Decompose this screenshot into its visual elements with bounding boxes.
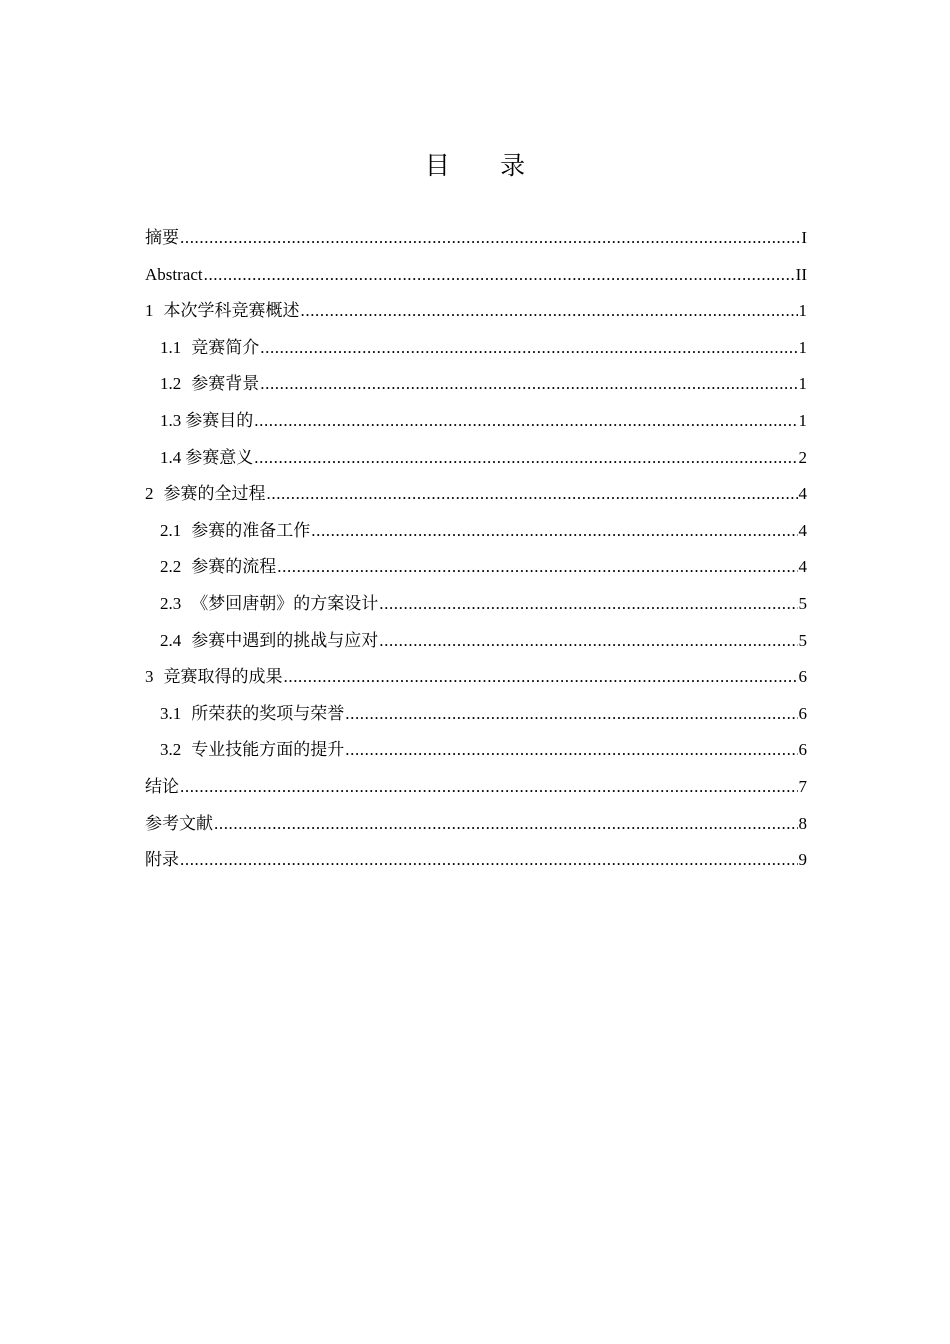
toc-entry-title: 参赛的流程 <box>191 557 277 577</box>
toc-entry[interactable] <box>145 696 807 733</box>
toc-dot-leader <box>311 513 797 550</box>
toc-entry-label <box>160 403 253 440</box>
toc-dot-leader <box>345 696 797 733</box>
toc-entry-title: 参赛目的 <box>185 410 254 430</box>
toc-entry[interactable] <box>145 586 807 623</box>
toc-entry-title: 参赛背景 <box>191 374 260 394</box>
toc-entry-label <box>160 586 378 623</box>
toc-entry-label <box>160 366 259 403</box>
toc-dot-leader <box>180 769 798 806</box>
toc-entry-label <box>160 330 259 367</box>
toc-entry-page-number: 4 <box>798 484 807 504</box>
toc-entry-page-number: 1 <box>798 301 807 321</box>
toc-entry-page-number: 1 <box>798 374 807 394</box>
toc-entry-page-number: 2 <box>798 447 807 467</box>
toc-entry-title: 竞赛取得的成果 <box>163 667 283 687</box>
toc-entry-page-number: 6 <box>798 703 807 723</box>
toc-entry-title: Abstract <box>145 264 203 284</box>
toc-entry-page-number: 1 <box>798 410 807 430</box>
toc-entry-label <box>145 769 179 806</box>
toc-entry-label <box>160 513 310 550</box>
toc-entry-label <box>145 659 283 696</box>
page-title: 目 录 <box>424 153 548 180</box>
toc-entry[interactable] <box>145 440 807 477</box>
toc-entry-title: 参赛意义 <box>185 447 254 467</box>
toc-entry-page-number: 8 <box>798 813 807 833</box>
toc-entry-page-number: 4 <box>798 557 807 577</box>
toc-entry[interactable] <box>145 476 807 513</box>
toc-entry-label <box>160 440 253 477</box>
toc-dot-leader <box>379 586 797 623</box>
toc-entry-page-number: 7 <box>798 776 807 796</box>
toc-entry-title: 摘要 <box>145 228 179 247</box>
toc-entry-label <box>160 623 378 660</box>
toc-dot-leader <box>345 732 797 769</box>
toc-entry-title: 竞赛简介 <box>191 337 260 357</box>
toc-dot-leader <box>254 403 797 440</box>
toc-entry-title: 参考文献 <box>145 813 213 833</box>
toc-entry[interactable] <box>145 403 807 440</box>
toc-entry[interactable] <box>145 623 807 660</box>
toc-entry[interactable] <box>145 659 807 696</box>
toc-dot-leader <box>277 549 797 586</box>
toc-entry-title: 结论 <box>145 776 179 796</box>
toc-entry-number: 3.1 <box>160 703 182 723</box>
toc-entry[interactable] <box>145 806 807 843</box>
toc-entry-page-number: I <box>801 228 807 247</box>
toc-entry-number: 1.3 <box>160 410 182 430</box>
toc-dot-leader <box>214 806 798 843</box>
toc-entry-number: 3 <box>145 667 154 687</box>
toc-entry-page-number: 5 <box>798 593 807 613</box>
toc-entry-page-number: 6 <box>798 740 807 760</box>
toc-entry-label <box>145 476 266 513</box>
toc-entry-label <box>160 696 344 733</box>
toc-entry-number: 2.1 <box>160 520 182 540</box>
toc-entry-label <box>145 842 179 879</box>
toc-dot-leader <box>301 293 798 330</box>
toc-entry-label <box>145 293 300 330</box>
toc-dot-leader <box>260 366 797 403</box>
toc-entry-number: 2.4 <box>160 630 182 650</box>
toc-entry-page-number: 1 <box>798 337 807 357</box>
toc-dot-leader <box>284 659 798 696</box>
toc-entry-number: 2 <box>145 484 154 504</box>
toc-entry-label <box>145 220 179 257</box>
toc-dot-leader <box>180 842 798 879</box>
toc-entry[interactable] <box>145 513 807 550</box>
toc-entry-title: 专业技能方面的提升 <box>191 740 345 760</box>
table-of-contents <box>145 220 807 879</box>
toc-entry[interactable] <box>145 769 807 806</box>
toc-entry-page-number: 4 <box>798 520 807 540</box>
toc-entry-title: 参赛的全过程 <box>163 484 266 504</box>
toc-dot-leader <box>180 220 800 257</box>
toc-entry[interactable] <box>145 293 807 330</box>
toc-entry[interactable] <box>145 366 807 403</box>
toc-entry-page-number: 6 <box>798 667 807 687</box>
toc-entry-number: 1.1 <box>160 337 182 357</box>
toc-dot-leader <box>267 476 798 513</box>
toc-entry-title: 《梦回唐朝》的方案设计 <box>191 593 379 613</box>
toc-entry[interactable] <box>145 330 807 367</box>
toc-dot-leader <box>260 330 797 367</box>
toc-entry-number: 2.2 <box>160 557 182 577</box>
toc-entry-title: 参赛的准备工作 <box>191 520 311 540</box>
toc-entry[interactable] <box>145 549 807 586</box>
toc-dot-leader <box>254 440 797 477</box>
toc-entry-number: 3.2 <box>160 740 182 760</box>
toc-entry-page-number: 9 <box>798 850 807 870</box>
toc-entry[interactable] <box>145 732 807 769</box>
toc-entry-number: 1.2 <box>160 374 182 394</box>
toc-entry[interactable] <box>145 257 807 294</box>
toc-entry-label <box>145 257 203 294</box>
toc-entry[interactable] <box>145 220 807 257</box>
toc-entry-title: 所荣获的奖项与荣誉 <box>191 703 345 723</box>
toc-dot-leader <box>379 623 797 660</box>
toc-entry-label <box>160 732 344 769</box>
toc-entry-number: 1.4 <box>160 447 182 467</box>
toc-entry-title: 附录 <box>145 850 179 870</box>
toc-entry-title: 参赛中遇到的挑战与应对 <box>191 630 379 650</box>
toc-entry-number: 2.3 <box>160 593 182 613</box>
toc-entry-page-number: 5 <box>798 630 807 650</box>
toc-entry-title: 本次学科竞赛概述 <box>163 301 300 321</box>
toc-entry-label <box>160 549 276 586</box>
toc-entry-label <box>145 806 213 843</box>
toc-entry-page-number: II <box>795 264 807 284</box>
toc-entry-number: 1 <box>145 301 154 321</box>
toc-entry[interactable] <box>145 842 807 879</box>
toc-dot-leader <box>204 257 795 294</box>
